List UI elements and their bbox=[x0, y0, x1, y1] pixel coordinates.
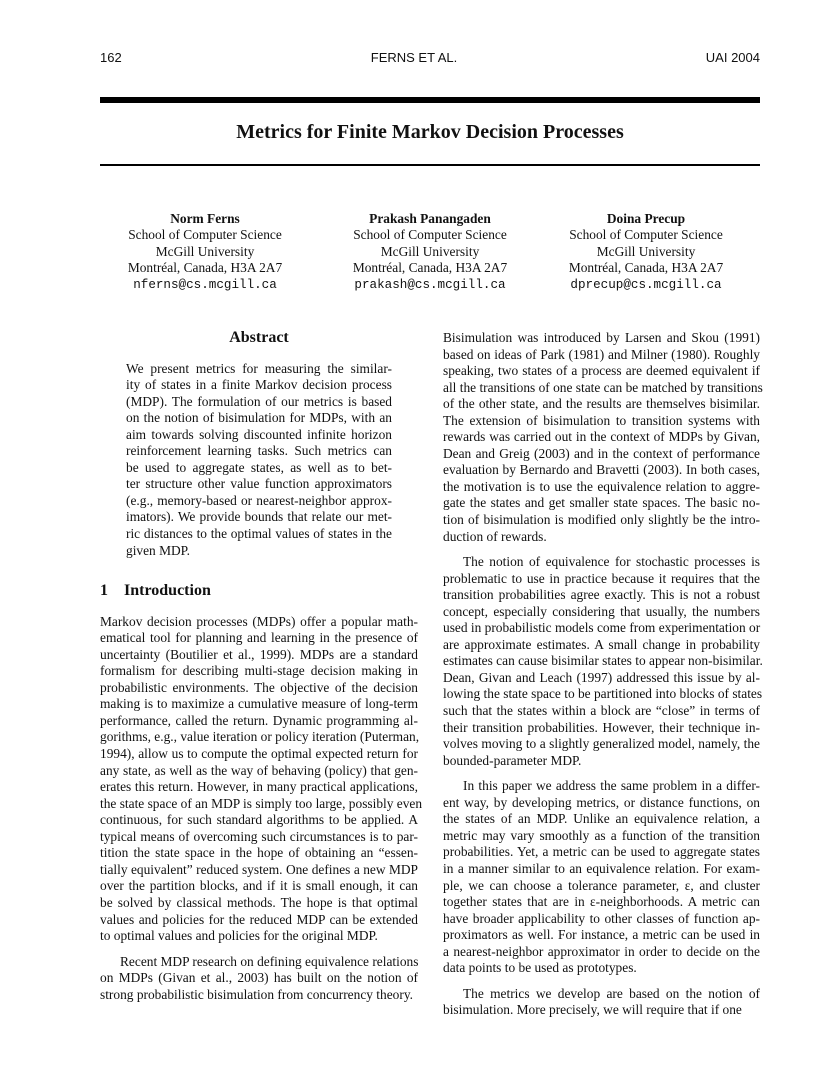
text-line: formalism for describing multi-stage decision making in bbox=[100, 663, 418, 679]
intro-paragraph bbox=[100, 613, 423, 945]
text-line: to optimal values and policies for the original MDP. bbox=[100, 928, 378, 944]
text-line: of the other state, and the results are themselves bisimilar. bbox=[443, 396, 760, 412]
author-location: Montréal, Canada, H3A 2A7 bbox=[568, 260, 724, 276]
text-line: ter structure other value function approximators bbox=[126, 476, 392, 492]
text-line: ity of states in a finite Markov decision process bbox=[126, 377, 392, 393]
text-line: Dean, Givan and Leach (1997) addressed this issue by al- bbox=[443, 669, 760, 685]
text-line: used in probabilistic models come from experimentation or bbox=[443, 620, 761, 636]
text-line: Bisimulation was introduced by Larsen and Skou (1991) bbox=[443, 330, 760, 345]
text-line: The notion of equivalence for stochastic processes is bbox=[463, 554, 760, 570]
abstract-body bbox=[126, 361, 392, 560]
text-line: Markov decision processes (MDPs) offer a popular math- bbox=[100, 613, 418, 629]
text-line: gate the states and get smaller state spaces. The basic no- bbox=[443, 495, 760, 511]
text-line: In this paper we address the same problem in a differ- bbox=[463, 778, 760, 794]
author-card bbox=[320, 211, 540, 293]
text-line: erates this return. However, in many practical applications, bbox=[100, 779, 418, 795]
text-line: bounded-parameter MDP. bbox=[443, 752, 582, 768]
abstract-heading: Abstract bbox=[229, 329, 289, 346]
running-header bbox=[0, 50, 828, 70]
text-line: all the transitions of one state can be matched by transitions bbox=[443, 379, 763, 395]
section-title: Introduction bbox=[124, 582, 211, 600]
text-line: tition the state space in the hope of obtaining an “essen- bbox=[100, 845, 418, 861]
text-line: volves moving to a slightly generalized model, namely, the bbox=[443, 736, 760, 752]
text-line: probabilities. Yet, a metric can be used to aggregate states bbox=[443, 844, 760, 860]
author-name: Norm Ferns bbox=[170, 211, 240, 226]
author-card bbox=[95, 211, 315, 293]
text-line: ematical tool for planning and learning in the presence of bbox=[100, 630, 418, 646]
text-line: given MDP. bbox=[126, 542, 190, 558]
paper-title: Metrics for Finite Markov Decision Processes bbox=[236, 121, 624, 143]
author-department: School of Computer Science bbox=[128, 227, 282, 243]
body-paragraph bbox=[443, 986, 760, 1019]
author-email[interactable]: dprecup@cs.mcgill.ca bbox=[570, 277, 722, 292]
text-line: 1994), allow us to compute the optimal expected return for bbox=[100, 746, 418, 762]
text-line: based on ideas of Park (1981) and Milner (1980). Roughly bbox=[443, 346, 760, 362]
text-line: making is to maximize a cumulative measure of long-term bbox=[100, 696, 418, 712]
text-line: We present metrics for measuring the similar- bbox=[126, 360, 392, 376]
text-line: performance, called the return. Dynamic programming al- bbox=[100, 712, 418, 728]
text-line: uncertainty (Boutilier et al., 1999). MDPs are a standard bbox=[100, 646, 418, 662]
left-column bbox=[100, 329, 423, 1003]
text-line: speaking, two states of a process are deemed equivalent if bbox=[443, 363, 760, 379]
text-line: bisimulation. More precisely, we will require that if one bbox=[443, 1002, 742, 1018]
text-line: ent way, by developing metrics, or distance functions, on bbox=[443, 794, 760, 810]
text-line: be solved by classical methods. The hope is that optimal bbox=[100, 894, 418, 910]
body-paragraph bbox=[443, 554, 763, 769]
text-line: together states that are in ε-neighborhoods. A metric can bbox=[443, 894, 760, 910]
author-card bbox=[536, 211, 756, 293]
text-line: values and policies for the reduced MDP can be extended bbox=[100, 911, 418, 927]
text-line: the motivation is to use the equivalence relation to aggre- bbox=[443, 478, 760, 494]
text-line: ric distances to the optimal values of states in the bbox=[126, 526, 392, 542]
text-line: the states of an MDP. Unlike an equivalence relation, a bbox=[443, 811, 760, 827]
text-line: evaluation by Bernardo and Bravetti (2003). In both cases, bbox=[443, 462, 760, 478]
author-department: School of Computer Science bbox=[353, 227, 507, 243]
title-rule-top bbox=[100, 97, 760, 103]
page-number: 162 bbox=[100, 50, 122, 65]
text-line: problematic to use in practice because it requires that the bbox=[443, 570, 760, 586]
text-line: lowing the state space to be partitioned into blocks of states bbox=[443, 686, 763, 702]
text-line: gorithms, e.g., value iteration or policy iteration (Puterman, bbox=[100, 729, 420, 745]
text-line: The metrics we develop are based on the notion of bbox=[463, 985, 760, 1001]
text-line: on MDPs (Givan et al., 2003) has built on the notion of bbox=[100, 970, 418, 986]
text-line: such that the states within a block are “close” in terms of bbox=[443, 703, 760, 719]
text-line: have broader applicability to other classes of function ap- bbox=[443, 910, 760, 926]
text-line: metric may vary smoothly as a function of the transition bbox=[443, 827, 760, 843]
text-line: aim towards solving discounted infinite horizon bbox=[126, 426, 392, 442]
author-name: Prakash Panangaden bbox=[369, 211, 491, 226]
text-line: proximators as well. For instance, a metric can be used in bbox=[443, 927, 760, 943]
text-line: be used to aggregate states, as well as to bet- bbox=[126, 459, 392, 475]
text-line: (e.g., memory-based or nearest-neighbor approx- bbox=[126, 492, 392, 508]
section-heading bbox=[100, 583, 418, 600]
text-line: strong probabilistic bisimulation from concurrency theory. bbox=[100, 986, 413, 1002]
running-authors: FERNS ET AL. bbox=[370, 50, 458, 65]
right-column bbox=[443, 330, 763, 1019]
text-line: duction of rewards. bbox=[443, 528, 547, 544]
text-line: imators). We provide bounds that relate our met- bbox=[126, 509, 392, 525]
author-location: Montréal, Canada, H3A 2A7 bbox=[352, 260, 508, 276]
section-number: 1 bbox=[100, 582, 108, 600]
text-line: tion of bisimulation is modified only slightly be the intro- bbox=[443, 512, 760, 528]
author-university: McGill University bbox=[155, 243, 255, 259]
text-line: Recent MDP research on defining equivalence relations bbox=[120, 953, 419, 969]
text-line: transition probabilities agree exactly. This is not a robust bbox=[443, 587, 760, 603]
body-paragraph bbox=[443, 778, 760, 977]
text-line: typical means of overcoming such circumstances is to par- bbox=[100, 828, 418, 844]
author-name: Doina Precup bbox=[606, 211, 686, 226]
author-department: School of Computer Science bbox=[569, 227, 723, 243]
author-email[interactable]: nferns@cs.mcgill.ca bbox=[133, 277, 277, 292]
text-line: concept, especially considering that usually, the numbers bbox=[443, 603, 760, 619]
intro-paragraph bbox=[100, 954, 418, 1004]
text-line: a nearest-neighbor approximator in order to decide on the bbox=[443, 943, 760, 959]
author-university: McGill University bbox=[596, 243, 696, 259]
text-line: continuous, for such standard algorithms to be applied. A bbox=[100, 812, 418, 828]
text-line: the state space of an MDP is simply too large, possibly even bbox=[100, 795, 423, 811]
author-location: Montréal, Canada, H3A 2A7 bbox=[127, 260, 283, 276]
text-line: rewards was carried out in the context of MDPs by Givan, bbox=[443, 429, 760, 445]
text-line: over the partition blocks, and if it is small enough, it can bbox=[100, 878, 418, 894]
text-line: tially equivalent” reduced system. One defines a new MDP bbox=[100, 861, 418, 877]
text-line: any state, as well as the way of behaving (policy) that gen- bbox=[100, 762, 418, 778]
text-line: ple, we can choose a tolerance parameter, ε, and cluster bbox=[443, 877, 760, 893]
title-rule-bottom bbox=[100, 164, 760, 166]
text-line: The extension of bisimulation to transition systems with bbox=[443, 412, 760, 428]
text-line: are approximate estimates. A small change in probability bbox=[443, 636, 760, 652]
author-university: McGill University bbox=[380, 243, 480, 259]
text-line: Dean and Greig (2003) and in the context of performance bbox=[443, 445, 760, 461]
text-line: (MDP). The formulation of our metrics is based bbox=[126, 393, 392, 409]
text-line: probabilistic environments. The objective of the decision bbox=[100, 679, 418, 695]
text-line: estimates can cause bisimilar states to appear non-bisimilar. bbox=[443, 653, 763, 669]
text-line: on the notion of bisimulation for MDPs, with an bbox=[126, 410, 392, 426]
text-line: their transition probabilities. However, their technique in- bbox=[443, 719, 760, 735]
text-line: data points to be used as prototypes. bbox=[443, 960, 637, 976]
conference-label: UAI 2004 bbox=[705, 50, 760, 65]
author-email[interactable]: prakash@cs.mcgill.ca bbox=[354, 277, 506, 292]
body-paragraph bbox=[443, 330, 763, 545]
text-line: in a manner similar to an equivalence relation. For exam- bbox=[443, 860, 760, 876]
text-line: reinforcement learning tasks. Such metrics can bbox=[126, 443, 392, 459]
